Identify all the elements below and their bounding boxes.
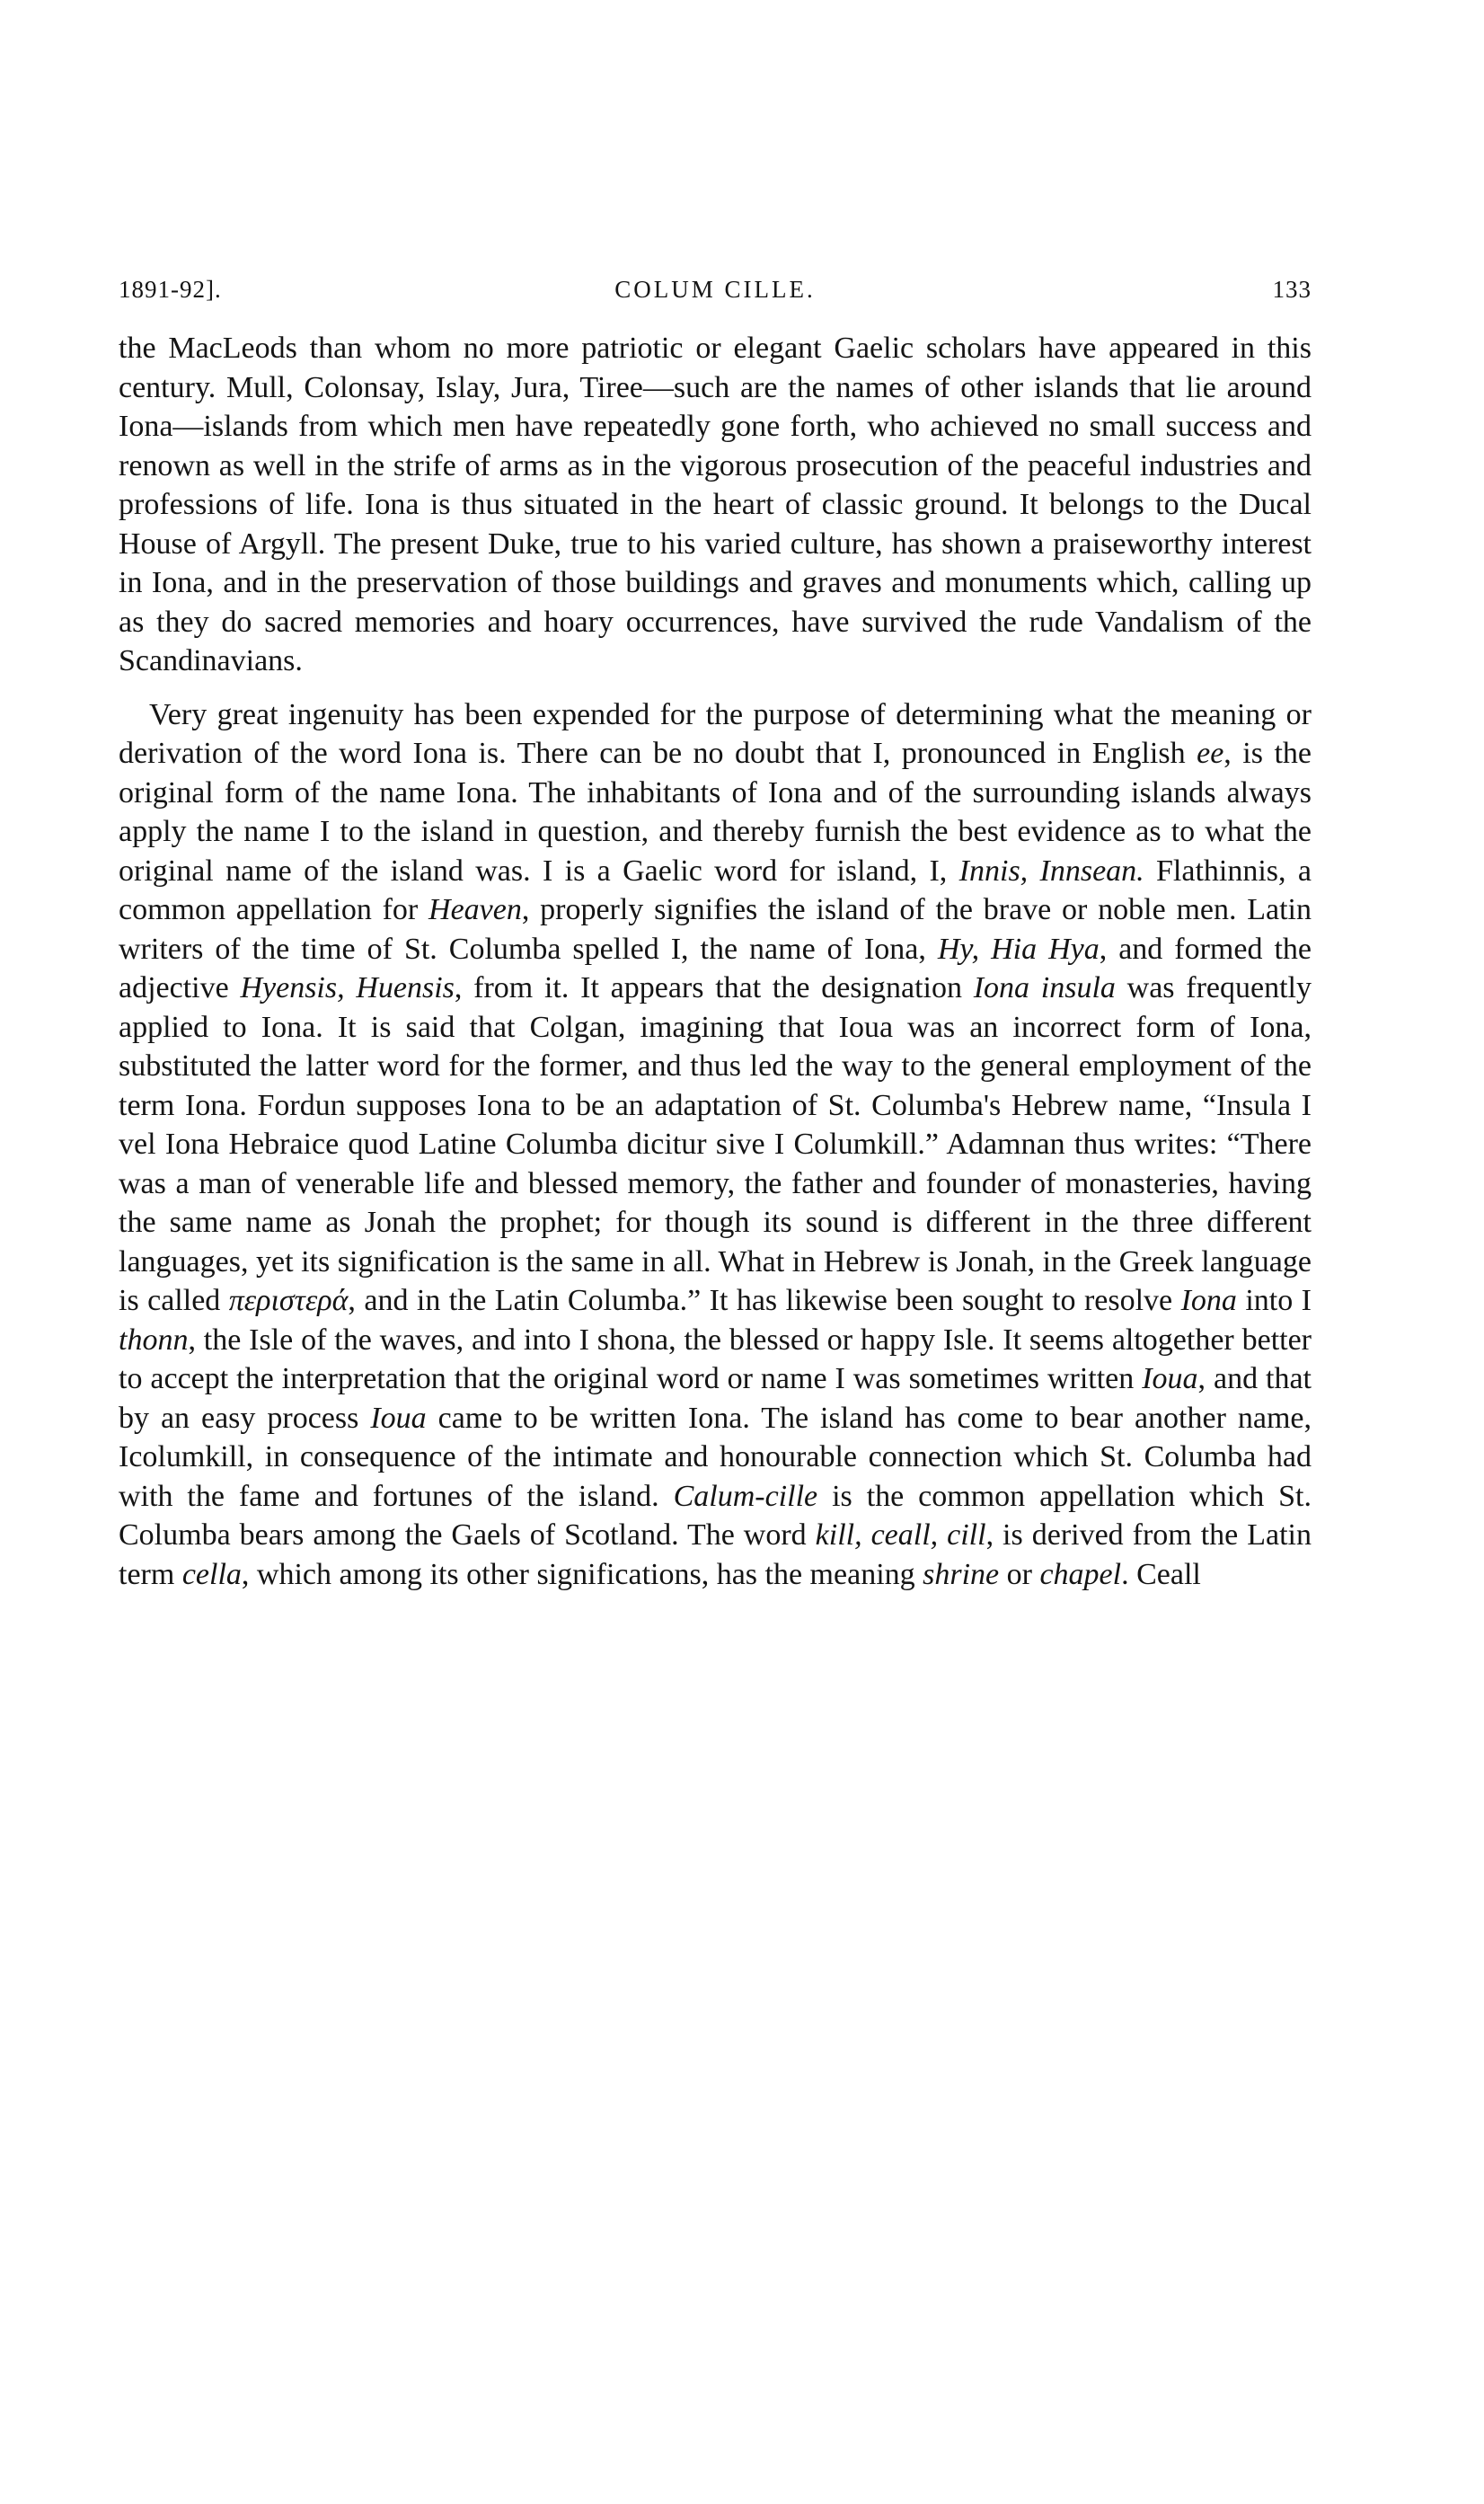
text-run: into I bbox=[1236, 1284, 1312, 1317]
text-run: , and in the Latin Columba.” It has likewise been sought to resolve bbox=[348, 1284, 1181, 1317]
text-run: , which among its other significations, has the meaning bbox=[241, 1557, 923, 1591]
text-run: , and that by an easy process bbox=[119, 1362, 1312, 1435]
page-number: 133 bbox=[1272, 276, 1312, 303]
text-run: or bbox=[999, 1557, 1040, 1591]
italic-run: Calum-cille bbox=[673, 1479, 818, 1513]
text-run: Very great ingenuity has been expended for the purpose of determining what the meaning or derivation of the word Iona is. There can be no doubt that I, pronounced in English bbox=[119, 697, 1312, 770]
text-run: Flathinnis, a common appellation for bbox=[119, 854, 1312, 926]
text-run: , the Isle of the waves, and into I shona, the blessed or happy Isle. It seems altogether better to accept the interpretation that the original word or name I was sometimes written bbox=[119, 1323, 1312, 1395]
italic-run: περιστερά bbox=[228, 1284, 349, 1317]
italic-run: shrine bbox=[923, 1557, 1000, 1591]
text-run: , and formed the adjective bbox=[119, 932, 1312, 1004]
italic-run: Ioua bbox=[370, 1401, 427, 1435]
header-title: COLUM CILLE. bbox=[614, 276, 816, 303]
italic-run: thonn bbox=[119, 1323, 189, 1357]
text-run: , properly signifies the island of the brave or noble men. Latin writers of the time of St. Columba spelled I, the name of Iona, bbox=[119, 893, 1312, 966]
paragraph bbox=[119, 695, 1312, 1595]
text-run: , is derived from the Latin term bbox=[119, 1518, 1312, 1591]
text-run: came to be written Iona. The island has come to bear another name, Icolumkill, in consequence of the intimate and honourable connection which St. Columba had with the fame and fortunes of the island. bbox=[119, 1401, 1312, 1513]
italic-run: ee bbox=[1197, 737, 1224, 770]
italic-run: Hyensis, Huensis bbox=[240, 971, 455, 1004]
text-run: the MacLeods than whom no more patriotic or elegant Gaelic scholars have appeared in this century. Mull, Colonsay, Islay, Jura, Tiree—such are the names of other islands that lie around Iona—islands from which men have repeatedly gone forth, who achieved no small success and renown as well in the strife of arms as in the vigorous prosecution of the peaceful industries and professions of life. Iona is thus situated in the heart of classic ground. It belongs to the Ducal House of Argyll. The present Duke, true to his varied culture, has shown a praiseworthy interest in Iona, and in the preservation of those buildings and graves and monuments which, calling up as they do sacred memories and hoary occurrences, have survived the rude Vandalism of the Scandinavians. bbox=[119, 332, 1312, 677]
body-text bbox=[119, 329, 1312, 1594]
italic-run: chapel bbox=[1039, 1557, 1122, 1591]
header-date: 1891-92]. bbox=[119, 276, 222, 303]
running-head bbox=[119, 271, 1312, 307]
italic-run: Iona bbox=[1180, 1284, 1237, 1317]
italic-run: cella bbox=[181, 1557, 242, 1591]
italic-run: Hy, Hia Hya bbox=[937, 932, 1100, 966]
text-run: , from it. It appears that the designation bbox=[454, 971, 974, 1004]
text-run: is the common appellation which St. Columba bears among the Gaels of Scotland. The word bbox=[119, 1479, 1312, 1552]
text-run: was frequently applied to Iona. It is said that Colgan, imagining that Ioua was an incorrect form of Iona, substituted the latter word for the former, and thus led the way to the general employment of the term Iona. Fordun supposes Iona to be an adaptation of St. Columba's Hebrew name, “Insula I vel Iona Hebraice quod Latine Columba dicitur sive I Columkill.” Adamnan thus writes: “There was a man of venerable life and blessed memory, the father and founder of monasteries, having the same name as Jonah the prophet; for though its sound is different in the three different languages, yet its signification is the same in all. What in Hebrew is Jonah, in the Greek language is called bbox=[119, 971, 1312, 1317]
text-run: , is the original form of the name Iona. The inhabitants of Iona and of the surrounding islands always apply the name I to the island in question, and thereby furnish the best evidence as to what the original name of the island was. I is a Gaelic word for island, I, bbox=[119, 737, 1312, 888]
italic-run: Innis, Innsean. bbox=[958, 854, 1144, 888]
italic-run: kill, ceall, cill bbox=[815, 1518, 986, 1552]
paragraph bbox=[119, 329, 1312, 681]
italic-run: Iona insula bbox=[973, 971, 1116, 1004]
text-run: . Ceall bbox=[1121, 1557, 1201, 1591]
italic-run: Ioua bbox=[1142, 1362, 1198, 1395]
italic-run: Heaven bbox=[428, 893, 522, 926]
